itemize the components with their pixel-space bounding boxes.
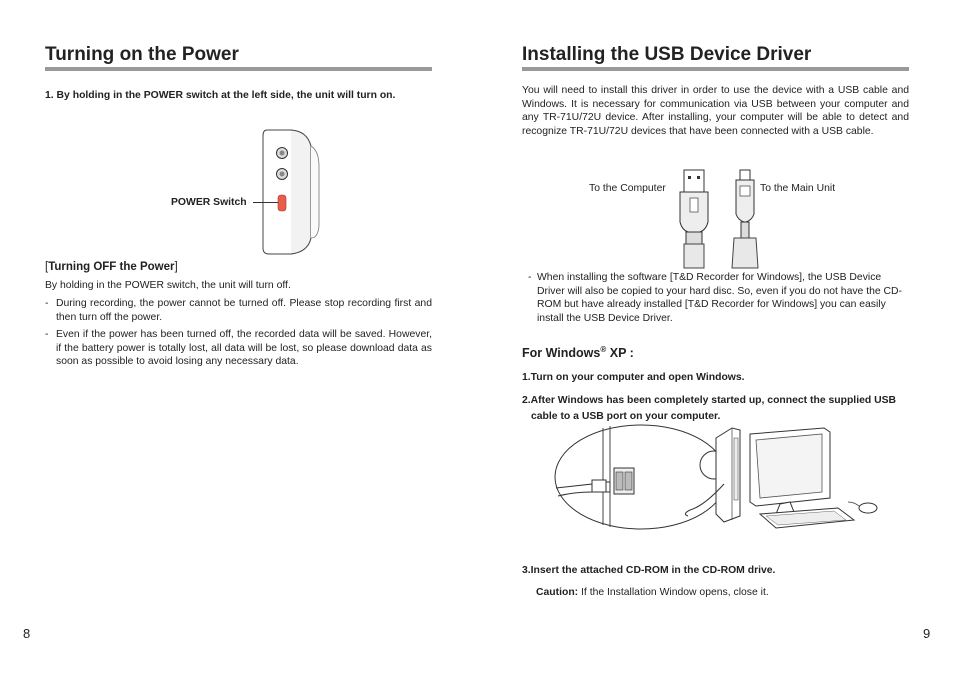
turning-off-heading-text: Turning OFF the Power (48, 261, 175, 273)
turning-off-heading (45, 261, 178, 273)
caution-line (536, 586, 916, 600)
note-item (528, 271, 909, 325)
note-marker: - (45, 298, 49, 309)
software-install-note (528, 271, 909, 325)
install-step-3: 3.Insert the attached CD-ROM in the CD-ROM drive. (522, 565, 776, 576)
power-on-step: 1. By holding in the POWER switch at the left side, the unit will turn on. (45, 90, 396, 101)
power-notes-list (45, 297, 432, 369)
xp-label: XP : (606, 346, 634, 361)
to-computer-label: To the Computer (589, 183, 666, 194)
left-title-rule (45, 67, 432, 71)
to-main-unit-label: To the Main Unit (760, 183, 836, 194)
power-switch-highlight (278, 195, 286, 211)
right-page-number: 9 (923, 626, 931, 641)
note-marker: - (528, 272, 532, 283)
usb-driver-intro: You will need to install this driver in order to use the device with a USB cable and Windows. It is necessary for communication via USB between your computer and any TR-71U/72U device. After installing, your computer will be able to detect and recognize TR-71U/72U devices that have been connected with a USB cable. (522, 85, 909, 137)
bracket-open: [ (45, 261, 49, 273)
left-page-number: 8 (23, 626, 31, 641)
windows-xp-heading (522, 345, 634, 360)
power-switch-leader-line (253, 202, 278, 203)
note-marker: - (45, 329, 49, 341)
right-title-rule (522, 67, 909, 71)
registered-mark: ® (600, 345, 607, 354)
caution-label: Caution: (536, 587, 579, 598)
power-switch-label: POWER Switch (171, 197, 247, 208)
install-step-2: 2.After Windows has been completely started up, connect the supplied USB cable to a USB port on your computer. (522, 395, 897, 422)
note-text: Even if the power has been turned off, the recorded data will be saved. However, if the battery power is totally lost, all data will be lost, so please download data as soon as possible to avoid losing any necessary data. (56, 329, 432, 368)
windows-heading-text: For Windows (522, 346, 601, 361)
device-side-illustration (255, 126, 335, 258)
right-page-title: Installing the USB Device Driver (522, 44, 812, 65)
note-item (45, 297, 432, 324)
turning-off-text: By holding in the POWER switch, the unit will turn off. (45, 280, 291, 291)
install-step-1: 1.Turn on your computer and open Windows. (522, 372, 745, 383)
note-text: During recording, the power cannot be turned off. Please stop recording first and then turn off the power. (56, 298, 432, 323)
left-page-title: Turning on the Power (45, 44, 239, 65)
usb-cable-illustration (676, 168, 766, 268)
note-item (45, 328, 432, 369)
caution-text: If the Installation Window opens, close it. (578, 587, 769, 598)
computer-connection-illustration (554, 424, 880, 532)
note-text: When installing the software [T&D Recorder for Windows], the USB Device Driver will also be copied to your hard disc. So, even if you do not have the CD-ROM but have already installed [T&D Recorder for Windows] you can easily install the USB Device Driver. (537, 272, 903, 324)
bracket-close: ] (174, 261, 178, 273)
